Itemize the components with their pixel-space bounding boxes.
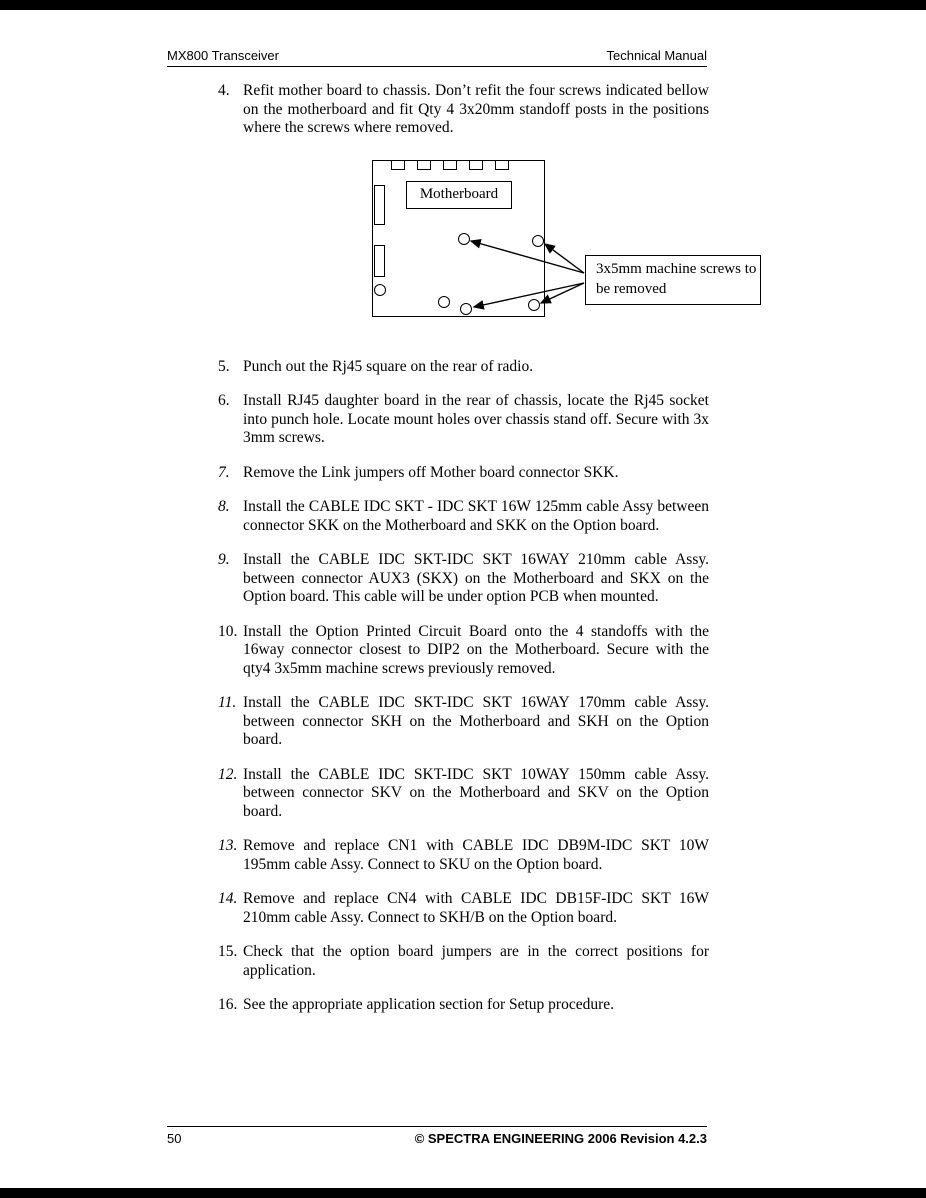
instruction-item (218, 837, 709, 874)
instruction-item (218, 82, 709, 138)
item-number: 11. (218, 694, 237, 711)
item-number: 5. (218, 357, 230, 375)
item-text: Install the CABLE IDC SKT-IDC SKT 10WAY 150mm cable Assy. between connector SKV on the Motherboard and SKV on the Option board. (243, 765, 709, 820)
item-text: Install RJ45 daughter board in the rear of chassis, locate the Rj45 socket into punch hole. Locate mount holes over chassis stand off. Secure with 3x 3mm screws. (243, 392, 709, 446)
instruction-list-top (218, 82, 709, 138)
motherboard-diagram (218, 154, 757, 340)
instruction-item (218, 766, 709, 822)
instruction-item (218, 498, 709, 535)
instruction-item (218, 996, 709, 1015)
edge-connector (374, 185, 385, 225)
page-header (167, 48, 707, 67)
item-text: Punch out the Rj45 square on the rear of radio. (243, 357, 534, 375)
screw-hole (528, 299, 540, 311)
page-number: 50 (167, 1131, 182, 1146)
item-number: 13. (218, 837, 238, 854)
header-left-title: MX800 Transceiver (167, 48, 279, 63)
instruction-item (218, 694, 709, 750)
item-number: 9. (218, 551, 230, 568)
item-number: 4. (218, 82, 230, 99)
page-content (218, 82, 757, 1031)
item-number: 14. (218, 890, 238, 907)
item-text: Remove the Link jumpers off Mother board connector SKK. (243, 463, 619, 481)
connector-pad (443, 161, 457, 170)
screw-hole (532, 235, 544, 247)
item-number: 6. (218, 392, 230, 409)
instruction-list-bottom (218, 358, 709, 1015)
item-number: 12. (218, 765, 238, 783)
edge-connector (374, 245, 385, 277)
instruction-item (218, 623, 709, 679)
item-text: Check that the option board jumpers are in the correct positions for application. (243, 943, 709, 979)
connector-pad (391, 161, 405, 170)
header-right-title: Technical Manual (606, 48, 707, 63)
item-number: 15. (218, 943, 238, 960)
item-text: Install the Option Printed Circuit Board onto the 4 standoffs with the 16way connector closest to DIP2 on the Motherboard. Secure with the qty4 3x5mm machine screws previously removed. (243, 622, 709, 677)
motherboard-label: Motherboard (406, 181, 512, 209)
screw-hole (374, 284, 386, 296)
item-text: Install the CABLE IDC SKT-IDC SKT 16WAY 170mm cable Assy. between connector SKH on the Motherboard and SKH on the Option board. (243, 694, 709, 748)
top-border-bar (0, 0, 926, 10)
item-text: Install the CABLE IDC SKT - IDC SKT 16W 125mm cable Assy between connector SKK on the Motherboard and SKK on the Option board. (243, 498, 709, 534)
instruction-item (218, 464, 709, 483)
bottom-border-bar (0, 1188, 926, 1198)
connector-pad (469, 161, 483, 170)
page-footer (167, 1126, 707, 1146)
screw-hole (438, 296, 450, 308)
screws-callout-box: 3x5mm machine screws to be removed (585, 255, 761, 305)
screw-hole (458, 233, 470, 245)
connector-pad (495, 161, 509, 170)
item-number: 7. (218, 463, 230, 481)
connector-pad (417, 161, 431, 170)
item-number: 10. (218, 622, 238, 640)
copyright-text: © SPECTRA ENGINEERING 2006 Revision 4.2.3 (414, 1131, 707, 1146)
screw-hole (460, 303, 472, 315)
item-text: Remove and replace CN1 with CABLE IDC DB9M-IDC SKT 10W 195mm cable Assy. Connect to SKU on the Option board. (243, 837, 709, 873)
item-number: 8. (218, 498, 230, 515)
instruction-item (218, 358, 709, 377)
item-text: Refit mother board to chassis. Don’t refit the four screws indicated bellow on the motherboard and fit Qty 4 3x20mm standoff posts in the positions where the screws where removed. (243, 82, 709, 136)
instruction-item (218, 551, 709, 607)
instruction-item (218, 890, 709, 927)
instruction-item (218, 943, 709, 980)
item-text: Install the CABLE IDC SKT-IDC SKT 16WAY 210mm cable Assy. between connector AUX3 (SKX) on the Motherboard and SKX on the Option board. This cable will be under option PCB when mounted. (243, 551, 709, 605)
item-text: Remove and replace CN4 with CABLE IDC DB15F-IDC SKT 16W 210mm cable Assy. Connect to SKH/B on the Option board. (243, 890, 709, 926)
instruction-item (218, 392, 709, 448)
item-text: See the appropriate application section for Setup procedure. (243, 996, 615, 1013)
item-number: 16. (218, 996, 238, 1013)
